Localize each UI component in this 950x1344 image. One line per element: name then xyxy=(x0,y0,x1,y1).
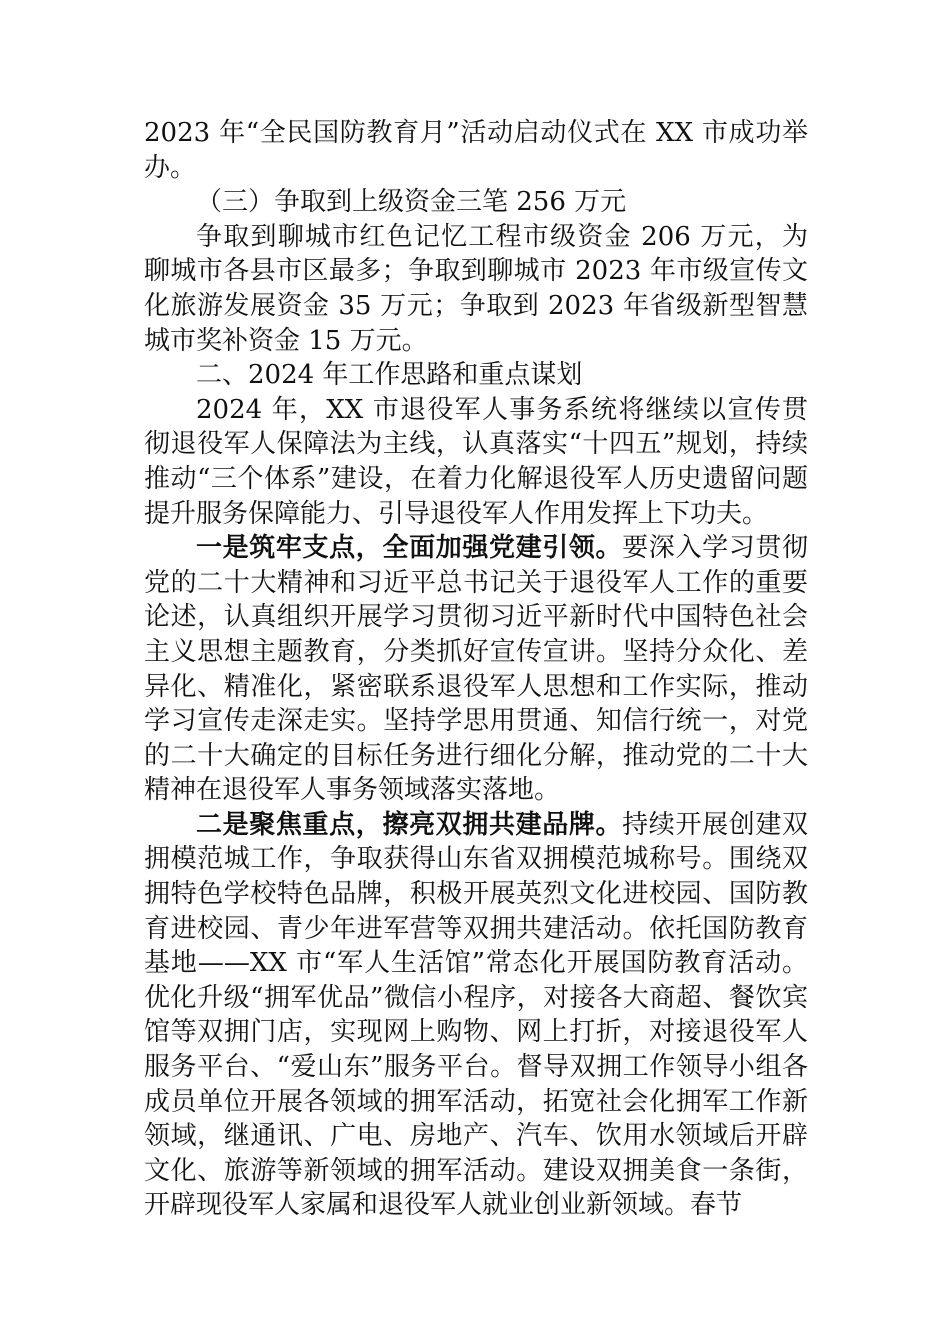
paragraph-party-building xyxy=(144,531,808,808)
paragraph-event-continuation: 2023 年“全民国防教育月”活动启动仪式在 XX 市成功举办。 xyxy=(144,118,808,183)
paragraph-lead-party-building: 一是筑牢支点，全面加强党建引领。 xyxy=(196,533,623,564)
section-heading-funding: （三）争取到上级资金三笔 256 万元 xyxy=(196,187,627,218)
document-page xyxy=(144,116,808,1223)
paragraph-lead-dual-support: 二是聚焦重点，擦亮双拥共建品牌。 xyxy=(196,809,623,840)
paragraph-body-dual-support: 持续开展创建双拥模范城工作，争取获得山东省双拥模范城称号。围绕双拥特色学校特色品牌，积极开展英烈文化进校园、国防教育进校园、青少年进军营等双拥共建活动。依托国防教育基地——XX 市“军人生活馆”常态化开展国防教育活动。优化升级“拥军优品”微信小程序，对接各大商超、餐饮宾馆等双拥门店，实现网上购物、网上打折，对接退役军人服务平台、“爱山东”服务平台。督导双拥工作领导小组各成员单位开展各领域的拥军活动，拓宽社会化拥军工作新领域，继通讯、广电、房地产、汽车、饮用水领域后开辟文化、旅游等新领域的拥军活动。建设双拥美食一条街，开辟现役军人家属和退役军人就业创业新领域。春节 xyxy=(144,809,808,1221)
section-heading-2024-plan: 二、2024 年工作思路和重点谋划 xyxy=(196,360,583,391)
paragraph-2024-overview: 2024 年，XX 市退役军人事务系统将继续以宣传贯彻退役军人保障法为主线，认真落实“十四五”规划，持续推动“三个体系”建设，在着力化解退役军人历史遗留问题提升服务保障能力、引导退役军人作用发挥上下功夫。 xyxy=(144,394,808,529)
paragraph-dual-support xyxy=(144,808,808,1223)
paragraph-body-party-building: 要深入学习贯彻党的二十大精神和习近平总书记关于退役军人工作的重要论述，认真组织开展学习贯彻习近平新时代中国特色社会主义思想主题教育，分类抓好宣传宣讲。坚持分众化、差异化、精准化，紧密联系退役军人思想和工作实际，推动学习宣传走深走实。坚持学思用贯通、知信行统一，对党的二十大确定的目标任务进行细化分解，推动党的二十大精神在退役军人事务领域落实落地。 xyxy=(144,533,808,806)
paragraph-funding-details: 争取到聊城市红色记忆工程市级资金 206 万元，为聊城市各县市区最多；争取到聊城市 2023 年市级宣传文化旅游发展资金 35 万元；争取到 2023 年省级新型智慧城市奖补资金 15 万元。 xyxy=(144,221,808,356)
